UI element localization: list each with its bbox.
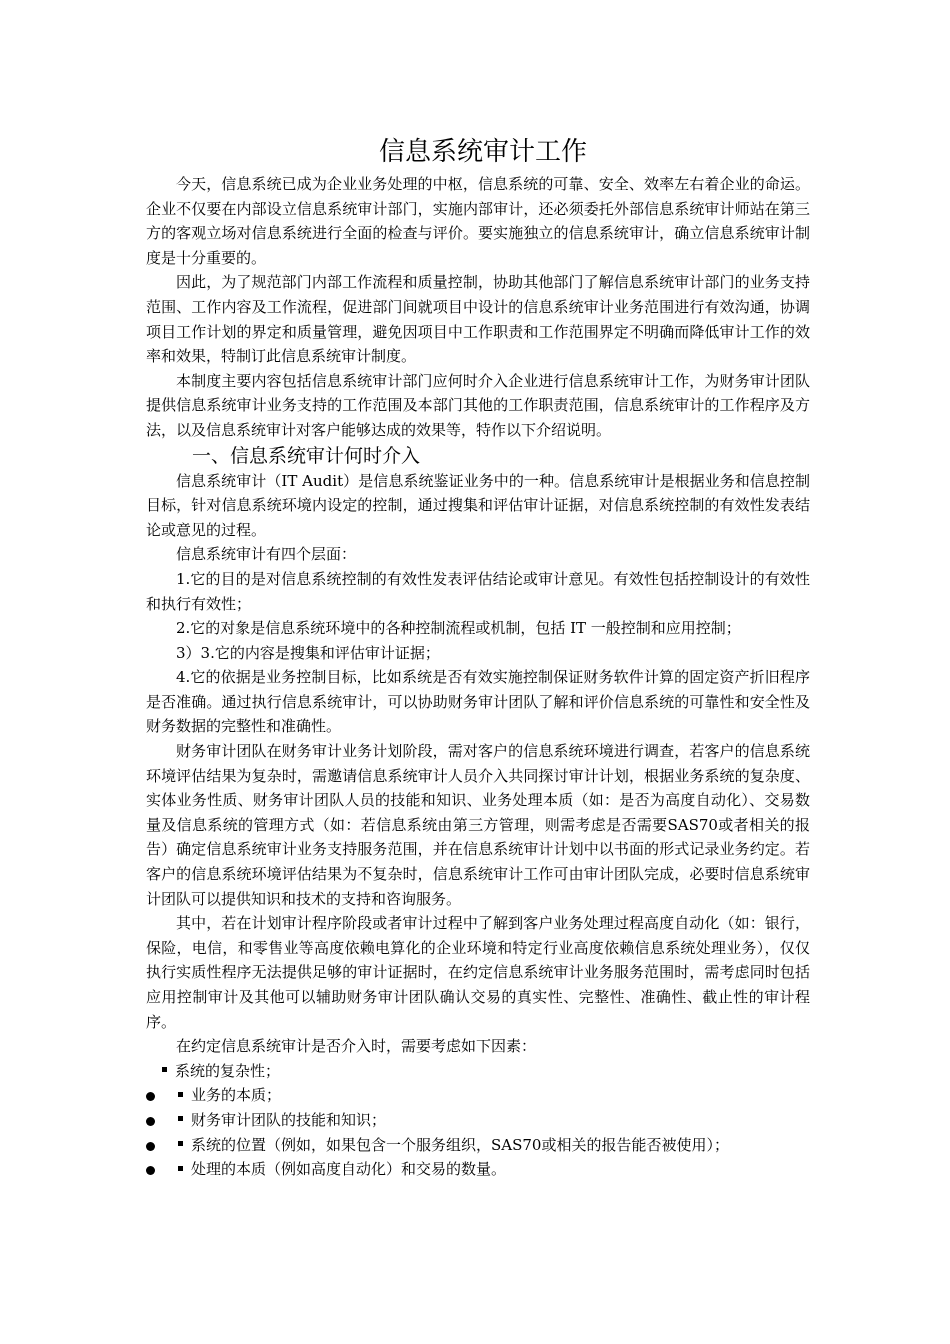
list-item-text: 系统的位置（例如，如果包含一个服务组织，SAS70或相关的报告能否被使用）； [191, 1135, 729, 1154]
intro-paragraph-2: 因此，为了规范部门内部工作流程和质量控制，协助其他部门了解信息系统审计部门的业务支持范围、工作内容及工作流程，促进部门间就项目中设计的信息系统审计业务范围进行有效沟通，协调项目工作计划的界定和质量管理，避免因项目中工作职责和工作范围界定不明确而降低审计工作的效率和效果，特制订此信息系统审计制度。 [146, 273, 810, 366]
list-item-text: 系统的复杂性； [175, 1061, 281, 1080]
round-bullet-icon [146, 1166, 155, 1175]
square-bullet-icon [178, 1116, 183, 1121]
factor-list [146, 1059, 810, 1182]
list-item [146, 1108, 810, 1133]
document-title: 信息系统审计工作 [378, 137, 587, 167]
section-heading-1: 一、信息系统审计何时介入 [192, 444, 421, 467]
round-bullet-icon [146, 1142, 155, 1151]
square-bullet-icon [178, 1141, 183, 1146]
square-bullet-icon [178, 1166, 183, 1171]
intro-paragraph-1: 今天，信息系统已成为企业业务处理的中枢，信息系统的可靠、安全、效率左右着企业的命运。企业不仅要在内部设立信息系统审计部门，实施内部审计，还必须委托外部信息系统审计师站在第三方的客观立场对信息系统进行全面的检查与评价。要实施独立的信息系统审计，确立信息系统审计制度是十分重要的。 [146, 175, 810, 267]
round-bullet-icon [146, 1117, 155, 1126]
section-paragraph-8: 其中，若在计划审计程序阶段或者审计过程中了解到客户业务处理过程高度自动化（如：银行，保险，电信，和零售业等高度依赖电算化的企业环境和特定行业高度依赖信息系统处理业务），仅仅执行实质性程序无法提供足够的审计证据时，在约定信息系统审计业务服务范围时，需考虑同时包括应用控制审计及其他可以辅助财务审计团队确认交易的真实性、完整性、准确性、截止性的审计程序。 [146, 914, 810, 1031]
square-bullet-icon [162, 1067, 167, 1072]
section-paragraph-7: 财务审计团队在财务审计业务计划阶段，需对客户的信息系统环境进行调查，若客户的信息系统环境评估结果为复杂时，需邀请信息系统审计人员介入共同探讨审计计划，根据业务系统的复杂度、实体业务性质、财务审计团队人员的技能和知识、业务处理本质（如：是否为高度自动化）、交易数量及信息系统的管理方式（如：若信息系统由第三方管理，则需考虑是否需要SAS70或者相关的报告）确定信息系统审计业务支持服务范围，并在信息系统审计计划中以书面的形式记录业务约定。若客户的信息系统环境评估结果为不复杂时，信息系统审计工作可由审计团队完成，必要时信息系统审计团队可以提供知识和技术的支持和咨询服务。 [146, 742, 810, 908]
section-paragraph-1: 信息系统审计（IT Audit）是信息系统鉴证业务中的一种。信息系统审计是根据业务和信息控制目标，针对信息系统环境内设定的控制，通过搜集和评估审计证据，对信息系统控制的有效性发表结论或意见的过程。 [146, 471, 810, 539]
round-bullet-icon [146, 1092, 155, 1101]
section-paragraph-3: 1.它的目的是对信息系统控制的有效性发表评估结论或审计意见。有效性包括控制设计的有效性和执行有效性； [146, 569, 810, 613]
section-paragraph-5: 3）3.它的内容是搜集和评估审计证据； [176, 643, 440, 662]
section-paragraph-6: 4.它的依据是业务控制目标，比如系统是否有效实施控制保证财务软件计算的固定资产折旧程序是否准确。通过执行信息系统审计，可以协助财务审计团队了解和评价信息系统的可靠性和安全性及财务数据的完整性和准确性。 [146, 668, 810, 736]
list-item-text: 处理的本质（例如高度自动化）和交易的数量。 [191, 1160, 507, 1179]
list-item [146, 1157, 810, 1182]
list-item-text: 财务审计团队的技能和知识； [191, 1110, 387, 1129]
list-item-text: 业务的本质； [191, 1086, 282, 1105]
list-item [146, 1083, 810, 1108]
document-body [146, 132, 810, 1182]
section-paragraph-2: 信息系统审计有四个层面： [176, 545, 357, 564]
list-item [146, 1133, 810, 1158]
section-paragraph-4: 2.它的对象是信息系统环境中的各种控制流程或机制，包括 IT 一般控制和应用控制； [176, 619, 741, 638]
intro-paragraph-3: 本制度主要内容包括信息系统审计部门应何时介入企业进行信息系统审计工作，为财务审计团队提供信息系统审计业务支持的工作范围及本部门其他的工作职责范围，信息系统审计的工作程序及方法，以及信息系统审计对客户能够达成的效果等，特作以下介绍说明。 [146, 371, 810, 439]
square-bullet-icon [178, 1092, 183, 1097]
list-item [146, 1059, 810, 1084]
section-paragraph-9: 在约定信息系统审计是否介入时，需要考虑如下因素： [176, 1037, 537, 1056]
